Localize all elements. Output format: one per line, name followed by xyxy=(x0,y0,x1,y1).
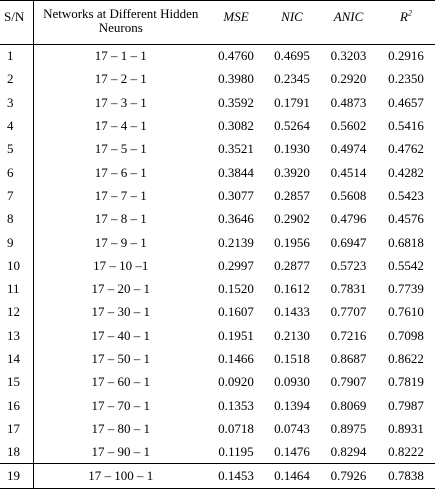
cell-sn: 9 xyxy=(7,234,14,250)
table-row xyxy=(0,277,435,300)
table-row xyxy=(0,324,435,347)
cell-r2: 0.8622 xyxy=(388,351,424,366)
cell-anic: 0.5723 xyxy=(330,257,367,273)
cell-network: 17 – 7 – 1 xyxy=(33,184,208,207)
cell-nic: 0.1612 xyxy=(274,281,310,297)
cell-nic: 0.2130 xyxy=(274,327,310,343)
table-row xyxy=(0,114,435,137)
header-nic: NIC xyxy=(264,1,320,45)
cell-network: 17 – 2 – 1 xyxy=(33,68,208,91)
cell-sn: 16 xyxy=(7,397,20,413)
cell-mse: 0.3077 xyxy=(218,187,254,203)
cell-network: 17 – 6 – 1 xyxy=(33,161,208,184)
cell-nic: 0.1476 xyxy=(274,443,310,459)
cell-nic: 0.2857 xyxy=(274,187,310,203)
cell-sn: 14 xyxy=(7,351,20,366)
cell-sn: 1 xyxy=(7,48,14,64)
cell-sn: 2 xyxy=(7,71,14,87)
cell-network: 17 – 60 – 1 xyxy=(33,371,208,394)
cell-network: 17 – 10 –1 xyxy=(33,254,208,277)
cell-anic: 0.8975 xyxy=(330,420,367,436)
table-row xyxy=(0,347,435,370)
cell-mse: 0.1353 xyxy=(218,397,254,413)
cell-anic: 0.8687 xyxy=(330,351,367,366)
cell-mse: 0.4760 xyxy=(218,48,254,64)
cell-anic: 0.4796 xyxy=(330,211,367,227)
cell-r2: 0.7610 xyxy=(388,304,424,320)
cell-sn: 6 xyxy=(7,164,14,180)
table-row xyxy=(0,301,435,324)
cell-sn: 11 xyxy=(7,281,20,297)
cell-nic: 0.1518 xyxy=(274,351,310,366)
cell-network: 17 – 1 – 1 xyxy=(33,45,208,68)
cell-anic: 0.4974 xyxy=(330,141,367,157)
cell-mse: 0.3980 xyxy=(218,71,254,87)
cell-sn: 19 xyxy=(0,464,33,489)
table-row xyxy=(0,161,435,184)
cell-network: 17 – 30 – 1 xyxy=(33,301,208,324)
cell-network: 17 – 80 – 1 xyxy=(33,417,208,440)
table-row xyxy=(0,441,435,464)
table-row xyxy=(0,417,435,440)
cell-mse: 0.3592 xyxy=(218,94,254,110)
cell-nic: 0.1791 xyxy=(274,94,310,110)
cell-anic: 0.7926 xyxy=(320,464,377,489)
cell-nic: 0.1930 xyxy=(274,141,310,157)
table-row xyxy=(0,394,435,417)
table-row xyxy=(0,231,435,254)
cell-r2: 0.7987 xyxy=(388,397,424,413)
cell-mse: 0.2997 xyxy=(218,257,254,273)
cell-anic: 0.8294 xyxy=(330,443,367,459)
cell-nic: 0.2877 xyxy=(274,257,310,273)
cell-r2: 0.4657 xyxy=(388,94,424,110)
cell-anic: 0.8069 xyxy=(330,397,367,413)
cell-mse: 0.0718 xyxy=(218,420,254,436)
cell-network: 17 – 3 – 1 xyxy=(33,91,208,114)
header-r2-base: R xyxy=(400,9,408,24)
header-r2-superscript: 2 xyxy=(407,8,412,18)
cell-mse: 0.3844 xyxy=(218,164,254,180)
cell-r2: 0.7838 xyxy=(377,464,435,489)
cell-r2: 0.2350 xyxy=(388,71,424,87)
cell-network: 17 – 8 – 1 xyxy=(33,208,208,231)
table-row xyxy=(0,45,435,68)
header-mse: MSE xyxy=(208,1,264,45)
cell-sn: 10 xyxy=(7,257,20,273)
cell-network: 17 – 5 – 1 xyxy=(33,138,208,161)
cell-r2: 0.5416 xyxy=(388,118,424,134)
cell-nic: 0.4695 xyxy=(274,48,310,64)
cell-r2: 0.4282 xyxy=(388,164,424,180)
cell-r2: 0.6818 xyxy=(388,234,424,250)
cell-network: 17 – 20 – 1 xyxy=(33,277,208,300)
cell-nic: 0.3920 xyxy=(274,164,310,180)
cell-anic: 0.5602 xyxy=(330,118,367,134)
cell-network: 17 – 4 – 1 xyxy=(33,114,208,137)
cell-r2: 0.8222 xyxy=(388,443,424,459)
cell-mse: 0.1607 xyxy=(218,304,254,320)
cell-anic: 0.7907 xyxy=(330,374,367,390)
cell-r2: 0.2916 xyxy=(388,48,424,64)
cell-r2: 0.4762 xyxy=(388,141,424,157)
cell-nic: 0.1956 xyxy=(274,234,310,250)
cell-sn: 5 xyxy=(7,141,14,157)
cell-nic: 0.2902 xyxy=(274,211,310,227)
cell-mse: 0.1466 xyxy=(218,351,254,366)
cell-anic: 0.6947 xyxy=(330,234,367,250)
cell-mse: 0.3521 xyxy=(218,141,254,157)
cell-network: 17 – 90 – 1 xyxy=(33,441,208,464)
cell-r2: 0.7819 xyxy=(388,374,424,390)
table-row xyxy=(0,184,435,207)
cell-mse: 0.0920 xyxy=(218,374,254,390)
cell-r2: 0.4576 xyxy=(388,211,424,227)
cell-anic: 0.7707 xyxy=(330,304,367,320)
cell-r2: 0.7739 xyxy=(388,281,424,297)
cell-network: 17 – 50 – 1 xyxy=(33,347,208,370)
header-networks: Networks at Different Hidden Neurons xyxy=(33,1,208,45)
cell-mse: 0.1951 xyxy=(218,327,254,343)
table-header xyxy=(0,1,435,45)
table-row xyxy=(0,138,435,161)
cell-r2: 0.7098 xyxy=(388,327,424,343)
cell-mse: 0.1195 xyxy=(218,443,254,459)
cell-mse: 0.2139 xyxy=(218,234,254,250)
cell-sn: 18 xyxy=(7,443,20,459)
table-row xyxy=(0,91,435,114)
cell-mse: 0.3082 xyxy=(218,118,254,134)
cell-nic: 0.5264 xyxy=(274,118,310,134)
cell-network: 17 – 100 – 1 xyxy=(33,464,208,489)
cell-network: 17 – 70 – 1 xyxy=(33,394,208,417)
cell-anic: 0.7216 xyxy=(330,327,367,343)
cell-nic: 0.1433 xyxy=(274,304,310,320)
cell-anic: 0.4514 xyxy=(330,164,367,180)
header-r2 xyxy=(377,1,435,45)
cell-anic: 0.2920 xyxy=(330,71,367,87)
cell-r2: 0.5423 xyxy=(388,187,424,203)
cell-sn: 13 xyxy=(7,327,20,343)
cell-r2: 0.5542 xyxy=(388,257,424,273)
cell-sn: 15 xyxy=(7,374,20,390)
cell-mse: 0.1520 xyxy=(218,281,254,297)
cell-network: 17 – 9 – 1 xyxy=(33,231,208,254)
cell-network: 17 – 40 – 1 xyxy=(33,324,208,347)
cell-sn: 3 xyxy=(7,94,14,110)
cell-nic: 0.0743 xyxy=(274,420,310,436)
table-row xyxy=(0,208,435,231)
cell-nic: 0.0930 xyxy=(274,374,310,390)
cell-sn: 7 xyxy=(7,187,14,203)
table-body xyxy=(0,45,435,489)
cell-anic: 0.3203 xyxy=(330,48,367,64)
cell-r2: 0.8931 xyxy=(388,420,424,436)
cell-sn: 17 xyxy=(7,420,20,436)
cell-sn: 4 xyxy=(7,118,14,134)
cell-nic: 0.2345 xyxy=(274,71,310,87)
cell-mse: 0.3646 xyxy=(218,211,254,227)
header-anic: ANIC xyxy=(320,1,377,45)
header-sn: S/N xyxy=(0,1,33,45)
cell-nic: 0.1394 xyxy=(274,397,310,413)
cell-sn: 12 xyxy=(7,304,20,320)
table-row xyxy=(0,254,435,277)
table-row xyxy=(0,68,435,91)
cell-sn: 8 xyxy=(7,211,14,227)
table-row xyxy=(0,371,435,394)
cell-anic: 0.7831 xyxy=(330,281,367,297)
cell-mse: 0.1453 xyxy=(208,464,264,489)
cell-anic: 0.4873 xyxy=(330,94,367,110)
header-row xyxy=(0,1,435,45)
cell-nic: 0.1464 xyxy=(264,464,320,489)
cell-anic: 0.5608 xyxy=(330,187,367,203)
table-row xyxy=(0,464,435,489)
